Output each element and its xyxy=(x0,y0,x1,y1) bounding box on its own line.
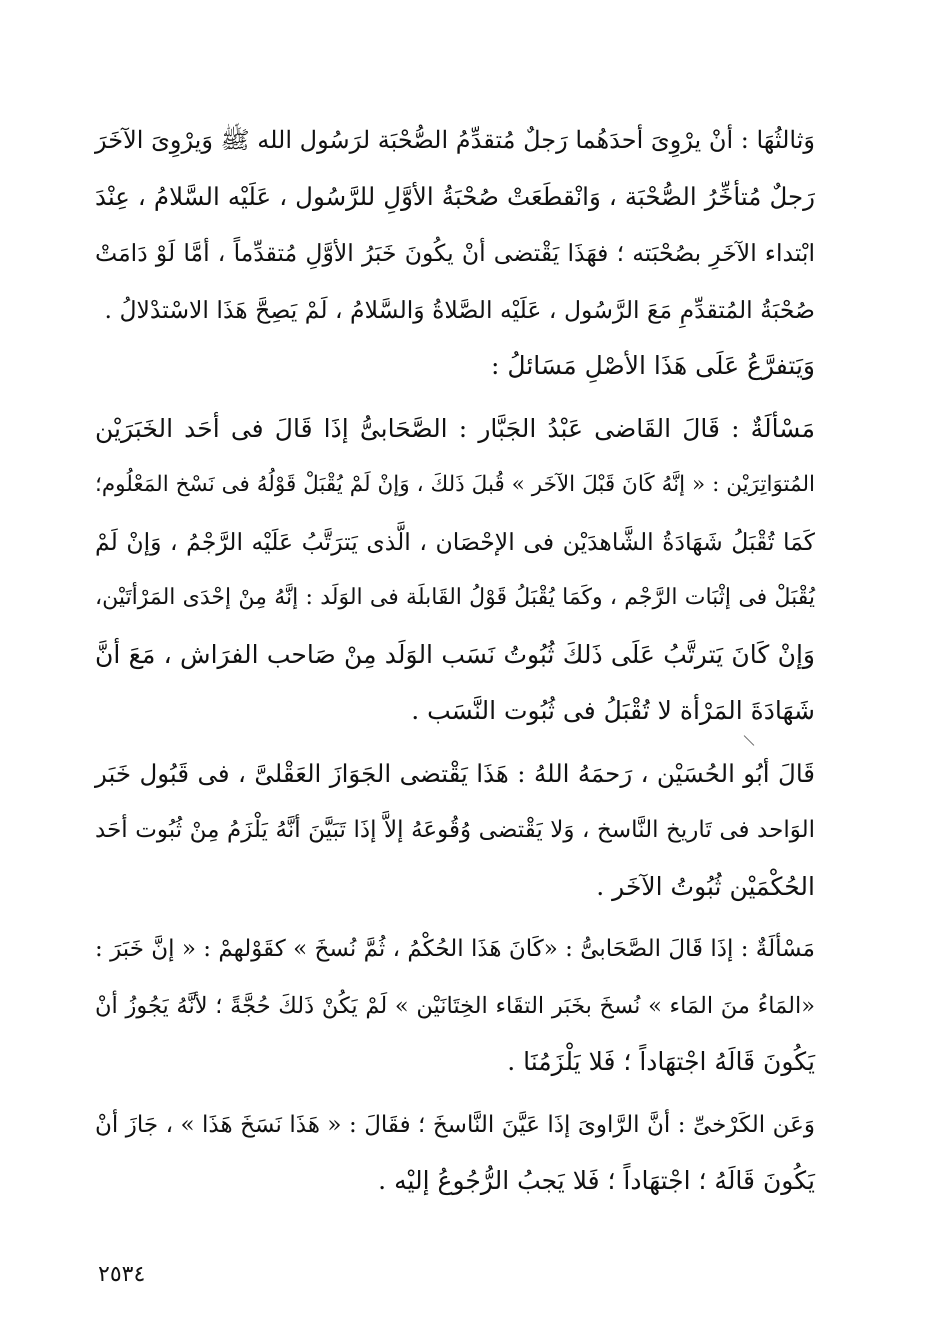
text-line: ابْتداء الآخَرِ بصُحْبَته ؛ فهَذَا يَقْتضى أنْ يكُونَ خَبَرُ الأوَّلِ مُتقدِّماً ، أمَّا لَوْ دَامَتْ xyxy=(95,239,815,267)
text-line: مَسْألَةٌ : إذَا قَالَ الصَّحَابىُّ : «كَانَ هَذَا الحُكْمُ ، ثُمَّ نُسخَ » كقَوْلهمْ : « إنَّ خَبَرَ : xyxy=(95,936,815,962)
paragraph-abu-al-husayn xyxy=(95,746,845,916)
body-text xyxy=(95,112,845,1210)
text-line: وَثالثُهَا : أنْ يرْوِىَ أحدَهُما رَجلٌ مُتقدِّمُ الصُّحْبَة لرَسُول الله ﷺ وَيرْوِىَ الآخَرَ xyxy=(95,126,815,154)
text-line: يَكُونَ قَالَهُ ؛ اجْتهَاداً ؛ فَلا يَجبُ الرُّجُوعُ إليْه . xyxy=(378,1166,815,1195)
paragraph-third-reason xyxy=(95,112,845,338)
text-line: «المَاءُ منَ المَاء » نُسخَ بخَبَر التقَاء الخِتَانَيْن » لَمْ يَكُنْ ذَلكَ حُجَّةً ؛ لأنَّهُ يَجُوزُ أنْ xyxy=(95,992,815,1019)
text-line: الحُكْمَيْن ثُبُوتُ الآخَر . xyxy=(596,871,815,901)
text-line: كَمَا تُقْبَلُ شَهَادَةُ الشَّاهدَيْن فى الإحْصَان ، الَّذى يَترَتَّبُ عَلَيْه الرَّجْمُ ، وَإنْ لَمْ xyxy=(95,527,815,556)
text-line: شَهَادَةَ المَرْأة لا تُقْبَلُ فى ثُبُوت النَّسَب . xyxy=(411,696,815,725)
text-line: وَإنْ كَانَ يَترتَّبُ عَلَى ذَلكَ ثُبُوتُ نَسَب الوَلَد مِنْ صَاحب الفرَاش ، مَعَ أنَّ xyxy=(95,639,815,669)
paragraph-issue-companion xyxy=(95,921,845,1091)
text-line: وَيَتفرَّعُ عَلَى هَذَا الأصْلِ مَسَائلُ : xyxy=(491,351,815,380)
text-line: الوَاحد فى تَاريخ النَّاسخ ، وَلا يَقْتضى وُقُوعَهُ إلاَّ إذَا تَبَيَّنَ أنَّهُ يَلْزَمُ مِنْ ثُبُوت أحَد xyxy=(95,817,815,843)
text-line: صُحْبَةُ المُتقدِّمِ مَعَ الرَّسُول ، عَلَيْه الصَّلاةُ وَالسَّلامُ ، لَمْ يَصِحَّ هَذَا الاسْتدْلالُ . xyxy=(104,295,815,324)
paragraph-issue-abd-al-jabbar xyxy=(95,401,845,740)
text-line: رَجلٌ مُتأخِّرُ الصُّحْبَة ، وَانْقطَعَتْ صُحْبَةُ الأوَّلِ للرَّسُول ، عَلَيْه السَّلامُ ، عِنْدَ xyxy=(95,181,815,211)
text-line: مَسْألَةٌ : قَالَ القَاضى عَبْدُ الجَبَّار : الصَّحَابىُّ إذَا قَالَ فى أحَد الخَبَرَيْن xyxy=(95,413,815,443)
paragraph-branching-issues xyxy=(95,338,845,395)
text-line: قَالَ أبُو الحُسَيْن ، رَحمَهُ اللهُ : هَذَا يَقْتضى الجَوَازَ العَقْلىَّ ، فى قَبُول خَبَر xyxy=(95,758,815,788)
text-line: يُقْبَلْ فى إثْبَات الرَّجْم ، وكَمَا يُقْبَلُ قَوْلُ القَابلَة فى الوَلَد : إنَّهُ مِنْ إحْدَى المَرْأتَيْن، xyxy=(95,585,815,610)
page-number: ٢٥٣٤ xyxy=(98,1262,146,1287)
text-line: يَكُونَ قَالَهُ اجْتهَاداً ؛ فَلا يَلْزَمُنَا . xyxy=(507,1047,815,1076)
text-line: وَعَن الكَرْخىِّ : أنَّ الرَّاوىَ إذَا عَيَّنَ النَّاسخَ ؛ فقَالَ : « هَذَا نَسَخَ هَذَا » ، جَازَ أنْ xyxy=(95,1111,815,1138)
paragraph-al-karkhi xyxy=(95,1097,845,1210)
text-line: المُتوَاتِرَيْن : « إنَّهُ كَانَ قَبْلَ الآخَر » قُبلَ ذَلكَ ، وَإنْ لَمْ يُقْبَلْ قَوْلُهُ فى نَسْخ المَعْلُوم؛ xyxy=(95,472,815,497)
